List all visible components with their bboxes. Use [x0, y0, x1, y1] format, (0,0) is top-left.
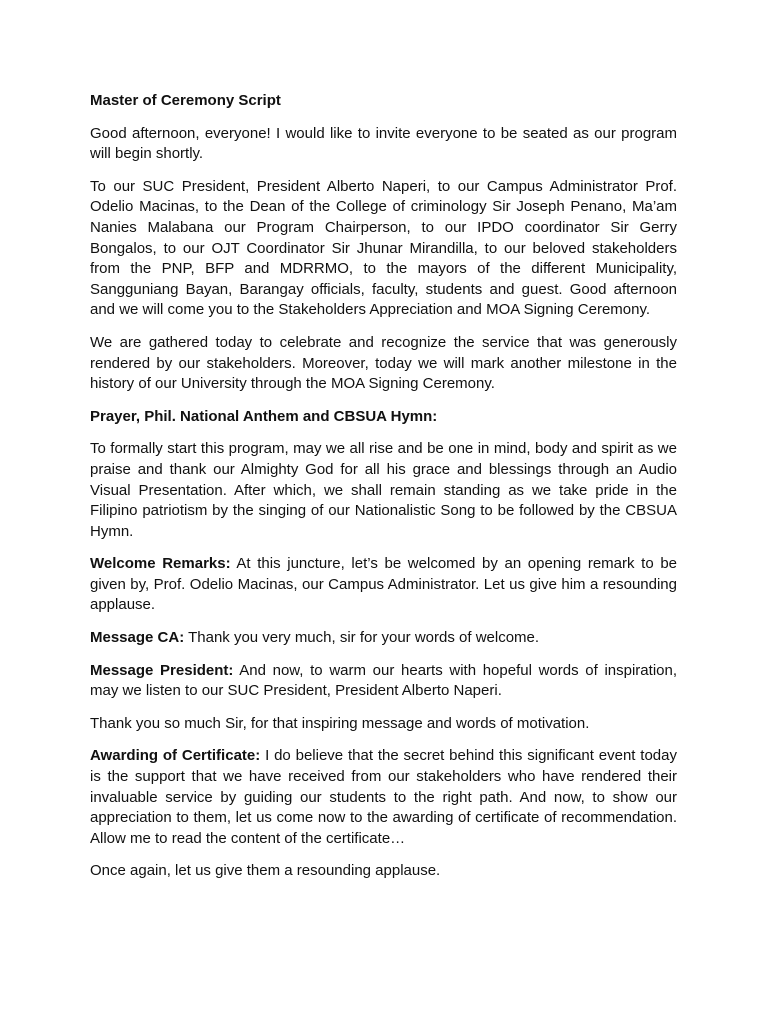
document-page: [90, 91, 677, 894]
acknowledgement-paragraph: To our SUC President, President Alberto Naperi, to our Campus Administrator Prof. Odelio Macinas, to the Dean of the College of criminology Sir Joseph Penano, Ma’am Nanies Malabana our Program Chairperson, to our IPDO coordinator Sir Gerry Bongalos, to our OJT Coordinator Sir Jhunar Mirandilla, to our beloved stakeholders from the PNP, BFP and MDRRMO, to the mayors of the different Municipality, Sangguniang Bayan, Barangay officials, faculty, students and guest. Good afternoon and we will come you to the Stakeholders Appreciation and MOA Signing Ceremony.: [90, 177, 677, 319]
welcome-remarks-label: Welcome Remarks:: [90, 555, 231, 573]
awarding-label: Awarding of Certificate:: [90, 747, 261, 765]
document-title: Master of Ceremony Script: [90, 92, 281, 109]
closing-paragraph: Once again, let us give them a resounding applause.: [90, 862, 441, 880]
prayer-paragraph: To formally start this program, may we all rise and be one in mind, body and spirit as we praise and thank our Almighty God for all his grace and blessings through an Audio Visual Presentation. After which, we shall remain standing as we take pride in the Filipino patriotism by the singing of our Nationalistic Song to be followed by the CBSUA Hymn.: [90, 440, 677, 540]
greeting-paragraph: Good afternoon, everyone! I would like to invite everyone to be seated as our program will begin shortly.: [90, 124, 677, 163]
message-ca-label: Message CA:: [90, 629, 185, 647]
message-ca-text: Thank you very much, sir for your words of welcome.: [184, 629, 540, 647]
message-president-text: And now, to warm our hearts with hopeful words of inspiration, may we listen to our SUC President, President Alberto Naperi.: [90, 661, 678, 700]
awarding-paragraph: [90, 746, 677, 849]
awarding-text: I do believe that the secret behind this significant event today is the support that we have received from our stakeholders who have rendered their invaluable service by guiding our students to the right path. And now, to show our appreciation to them, let us come now to the awarding of certificate of recommendation. Allow me to read the content of the certificate…: [90, 747, 677, 847]
message-president-label: Message President:: [90, 661, 234, 679]
prayer-heading: Prayer, Phil. National Anthem and CBSUA Hymn:: [90, 407, 438, 425]
welcome-remarks-paragraph: [90, 554, 677, 616]
thanks-paragraph: Thank you so much Sir, for that inspiring message and words of motivation.: [90, 714, 590, 732]
purpose-paragraph: We are gathered today to celebrate and recognize the service that was generously rendered by our stakeholders. Moreover, today we will mark another milestone in the history of our University through the MOA Signing Ceremony.: [90, 333, 677, 393]
message-president-paragraph: [90, 661, 677, 702]
welcome-remarks-text: At this juncture, let’s be welcomed by an opening remark to be given by, Prof. Odelio Macinas, our Campus Administrator. Let us give him a resounding applause.: [90, 555, 678, 614]
message-ca-paragraph: [90, 628, 677, 649]
